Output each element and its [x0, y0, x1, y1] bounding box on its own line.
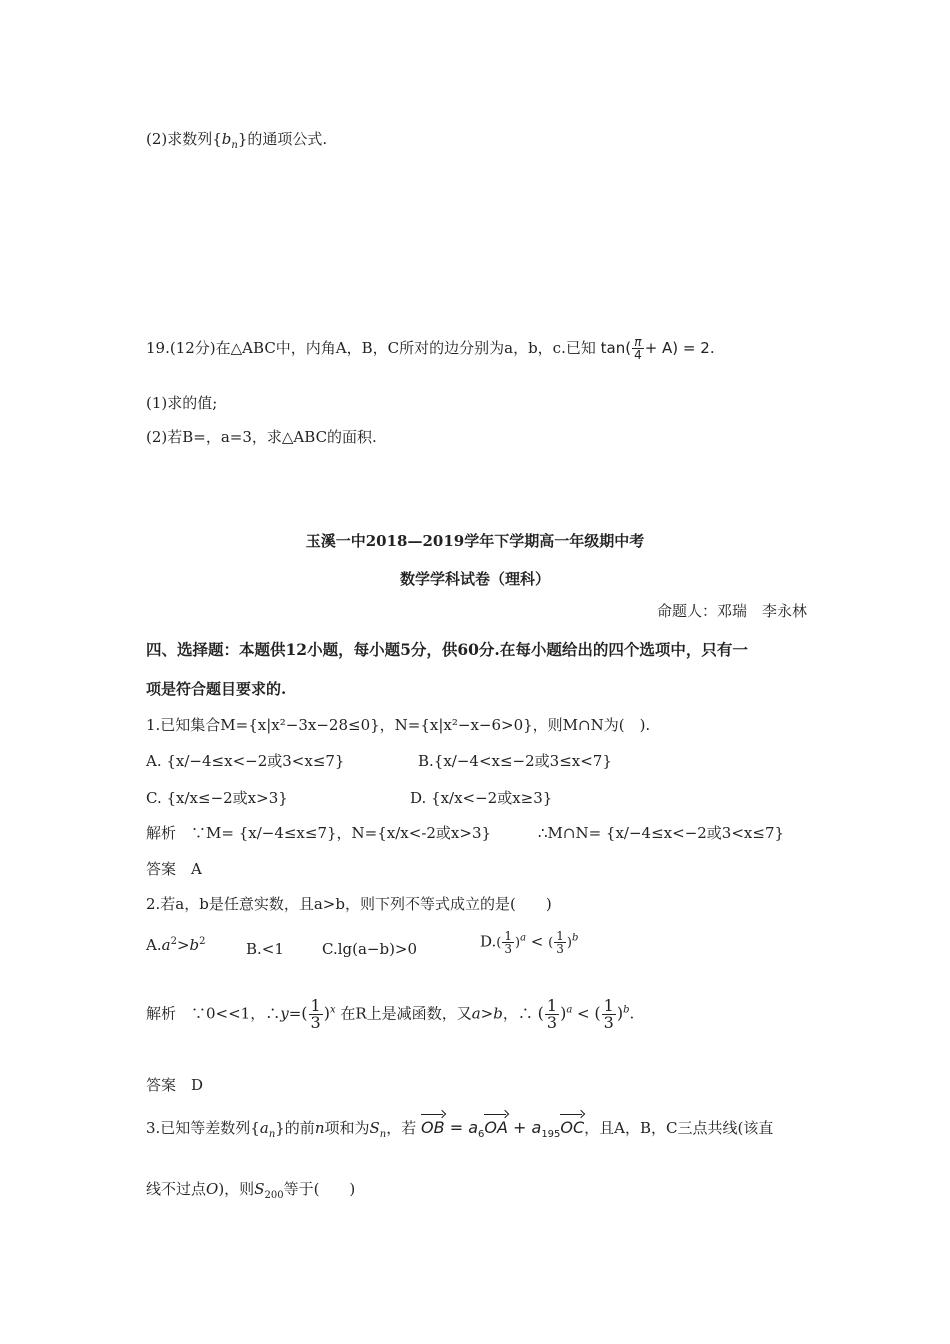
q3-stem-mid: ，且A，B，C三点共线(该直	[584, 1119, 774, 1137]
q2-option-c: C.lg(a−b)>0	[322, 940, 418, 958]
q2-option-b: B.<1	[246, 940, 284, 958]
q3-stem-start: 3.已知等差数列$\{a_n\}$的前n项和为$S_n$，若	[146, 1119, 417, 1140]
q2-answer: 答案 D	[146, 1076, 204, 1094]
q1-option-b: B.{x/−4<x≤−2或3≤x<7}	[418, 752, 612, 770]
q1-stem: 1.已知集合M={x|x²−3x−28≤0}，N={x|x²−x−6>0}，则M∩N为( ).	[146, 716, 651, 734]
section4-line2: 项是符合题目要求的.	[146, 680, 287, 698]
section4-line1: 四、选择题：本题供12小题，每小题5分，供60分.在每小题给出的四个选项中，只有一	[146, 640, 748, 659]
q1-analysis-2: ∴M∩N= {x/−4≤x<−2或3<x≤7}	[538, 824, 785, 842]
exam-authors: 命题人：邓瑞 李永林	[656, 602, 807, 620]
q3-stem	[146, 1112, 773, 1140]
q1-option-c: C. {x/x≤−2或x>3}	[146, 789, 288, 807]
q1-option-a: A. {x/−4≤x<−2或3<x≤7}	[146, 752, 345, 770]
q1-analysis-1: 解析 ∵M= {x/−4≤x≤7}，N={x/x<-2或x>3}	[146, 824, 492, 842]
q19-formula: tan( $\frac{\pi}{4}$ + A) = 2	[600, 335, 710, 362]
q3-stem-end: 线不过点O)，则$S_{200}$等于( )	[146, 1180, 356, 1201]
q19-stem: 19.(12分)在△ABC中，内角A，B，C所对的边分别为a，b，c.已知 tan( $\frac{\pi}{4}$ + A) = 2.	[146, 335, 715, 362]
q3-vector-equation: OB = $a_6OA + a_{195}OC$	[421, 1118, 584, 1137]
q19-intro: 19.(12分)在△ABC中，内角A，B，C所对的边分别为a，b，c.已知	[146, 339, 596, 357]
q1-answer: 答案 A	[146, 860, 202, 878]
q1-option-d: D. {x/x<−2或x≥3}	[410, 789, 553, 807]
exam-subtitle: 数学学科试卷（理科）	[399, 570, 550, 588]
q2-stem: 2.若a，b是任意实数，且a>b，则下列不等式成立的是( )	[146, 895, 552, 913]
q18-part2: (2)求数列$\{b_n\}$的通项公式.	[146, 130, 328, 151]
q19-part1: (1)求的值;	[146, 394, 218, 412]
q2-option-a: $A.a^2>b^2$	[146, 936, 206, 954]
q2-option-d: D.( $\frac{1}{3}$ )$^a$ < ( $\frac{1}{3}$ )$^b$	[480, 929, 579, 956]
q19-part2: (2)若B=，a=3，求△ABC的面积.	[146, 428, 377, 446]
q2-analysis: 解析 ∵0<<1，∴y=( $\frac{1}{3}$ )$^x$ 在R上是减函数，又a>b，∴ ( $\frac{1}{3}$ )$^a$ < ( $\frac{1}{3}$ )$^b$.	[146, 996, 635, 1032]
exam-title: 玉溪一中2018—2019学年下学期高一年级期中考	[305, 532, 645, 550]
